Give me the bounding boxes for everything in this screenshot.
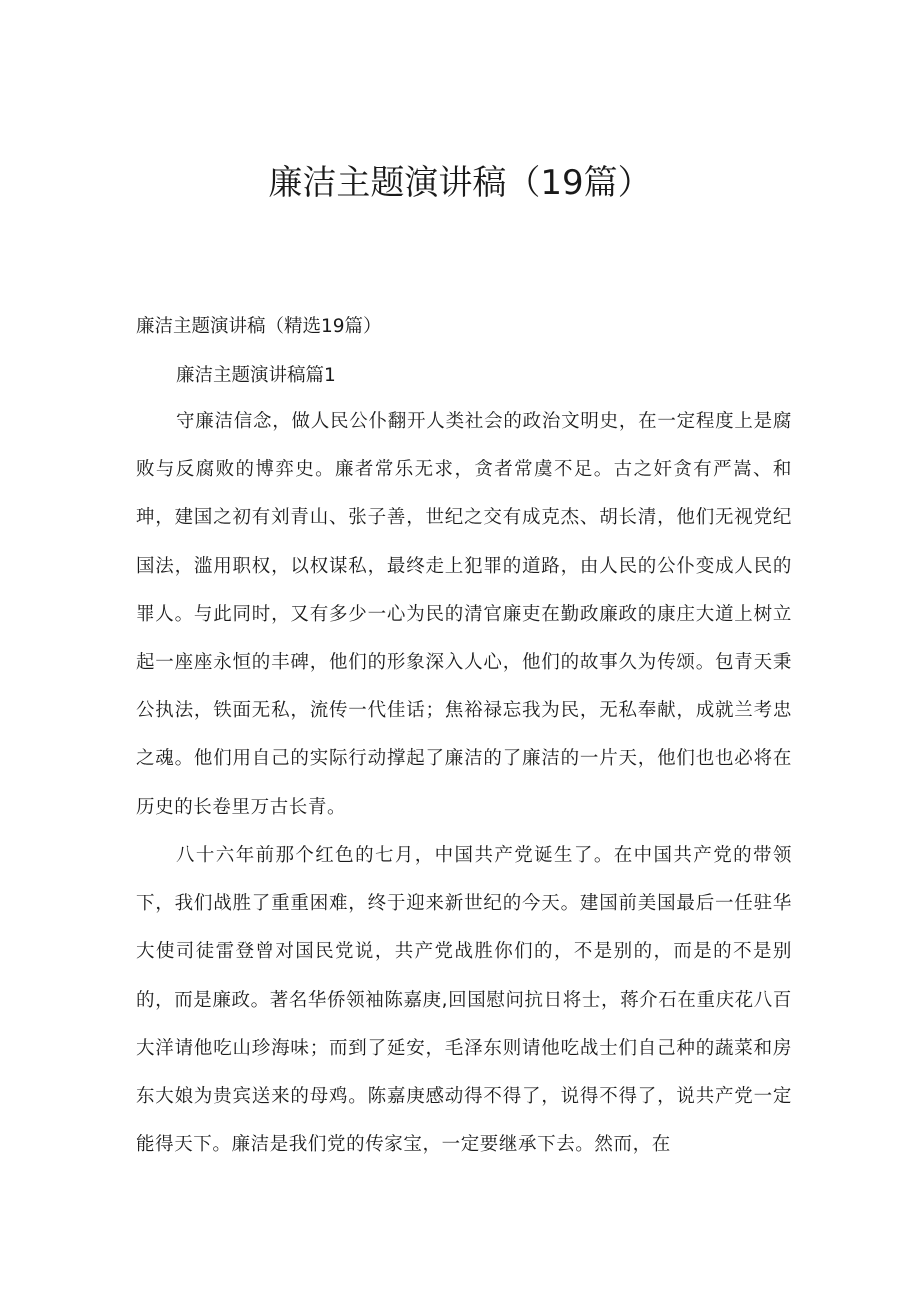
body-paragraph: 八十六年前那个红色的七月，中国共产党诞生了。在中国共产党的带领下，我们战胜了重重困难，终于迎来新世纪的今天。建国前美国最后一任驻华大使司徒雷登曾对国民党说，共产党战胜你们的，不是别的，而是的不是别的，而是廉政。著名华侨领袖陈嘉庚,回国慰问抗日将士，蒋介石在重庆花八百大洋请他吃山珍海味；而到了延安，毛泽东则请他吃战士们自己种的蔬菜和房东大娘为贵宾送来的母鸡。陈嘉庚感动得不得了，说得不得了，说共产党一定能得天下。廉洁是我们党的传家宝，一定要继承下去。然而，在	[136, 845, 792, 1156]
body-paragraph: 守廉洁信念，做人民公仆翻开人类社会的政治文明史，在一定程度上是腐败与反腐败的博弈史。廉者常乐无求，贪者常虞不足。古之奸贪有严嵩、和珅，建国之初有刘青山、张子善，世纪之交有成克杰、胡长清，他们无视党纪国法，滥用职权，以权谋私，最终走上犯罪的道路，由人民的公仆变成人民的罪人。与此同时，又有多少一心为民的清官廉吏在勤政廉政的康庄大道上树立起一座座永恒的丰碑，他们的形象深入人心，他们的故事久为传颂。包青天秉公执法，铁面无私，流传一代佳话；焦裕禄忘我为民，无私奉献，成就兰考忠之魂。他们用自己的实际行动撑起了廉洁的了廉洁的一片天，他们也也必将在历史的长卷里万古长青。	[136, 411, 792, 818]
document-subtitle: 廉洁主题演讲稿（精选19篇）	[136, 316, 382, 337]
section-heading: 廉洁主题演讲稿篇1	[176, 365, 336, 386]
document-title: 廉洁主题演讲稿（19篇）	[268, 163, 652, 203]
